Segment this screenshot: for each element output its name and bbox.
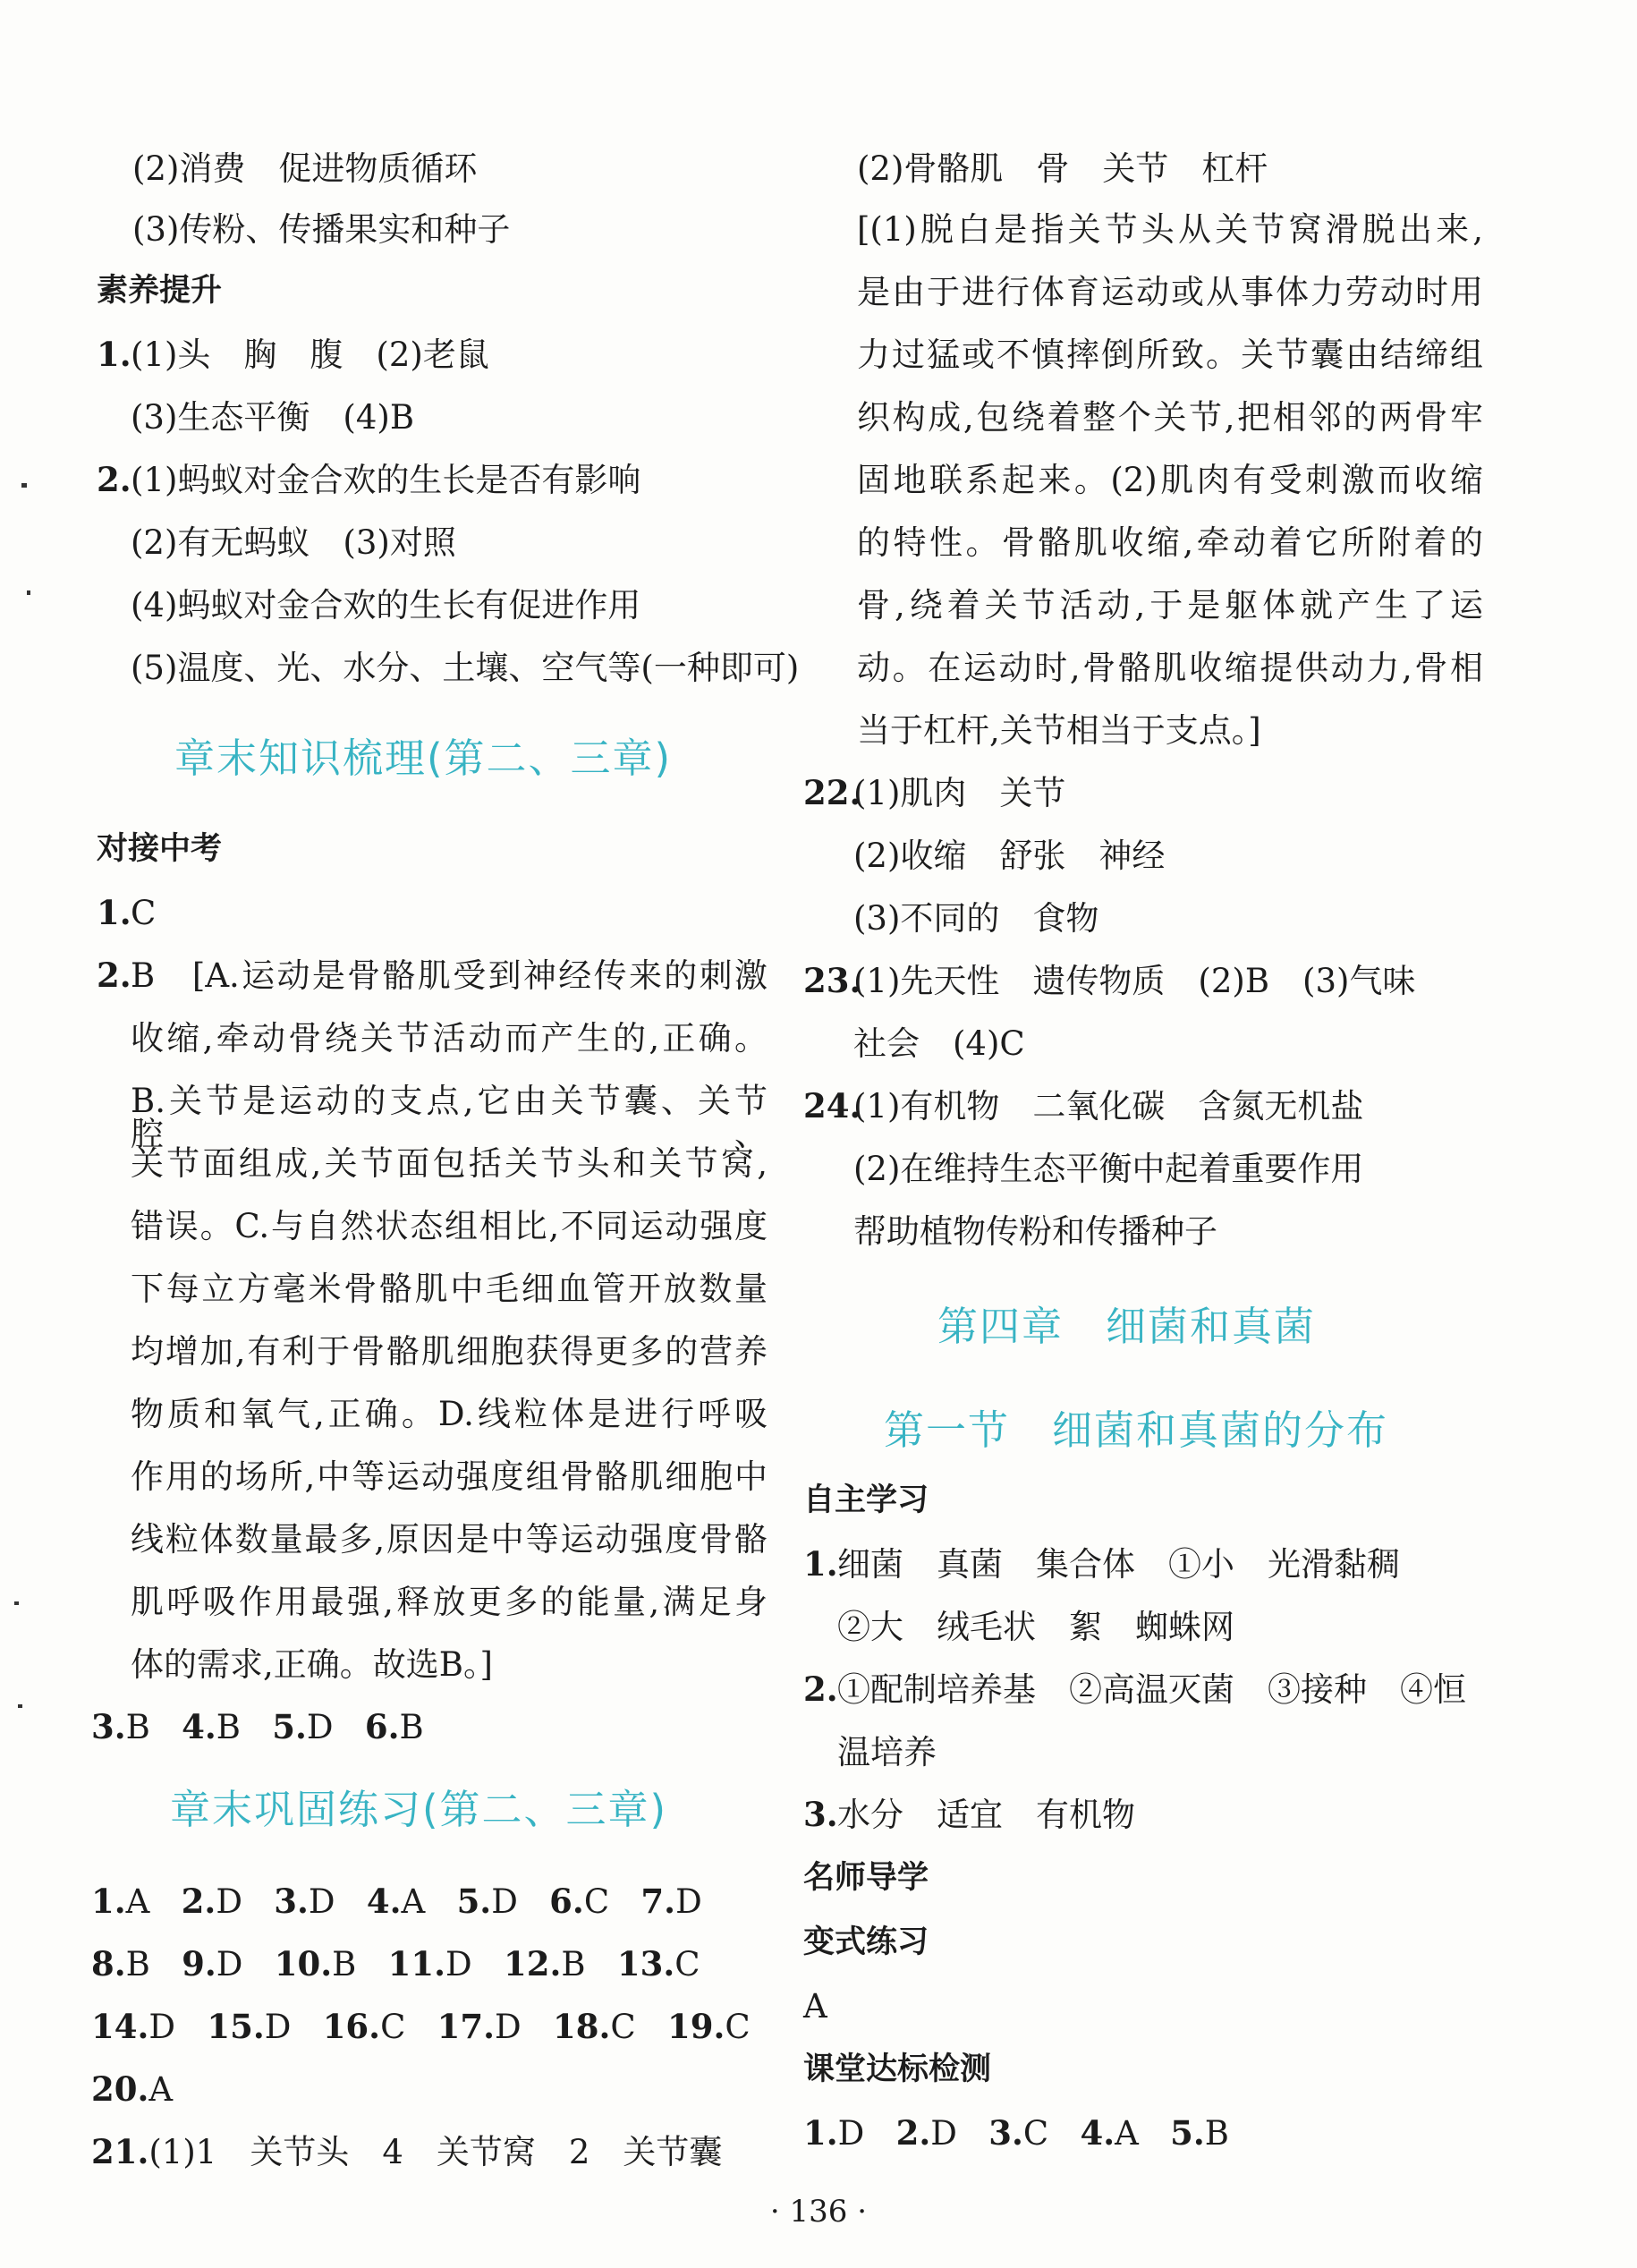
explanation-line: 体的需求,正确。故选B。] [131, 1645, 493, 1684]
answer-line: (3)传粉、传播果实和种子 [132, 210, 511, 249]
answer-line: (2)骨骼肌 骨 关节 杠杆 [857, 149, 1268, 188]
binding-mark [14, 1601, 19, 1605]
answer-row [91, 2007, 751, 2046]
answer-text: B [561, 1945, 586, 1983]
question-number: 3. [988, 2113, 1023, 2153]
answer-text: B [216, 1708, 241, 1746]
explanation-line: 错误。C.与自然状态组相比,不同运动强度 [131, 1207, 768, 1245]
answer-line: (1)有机物 二氧化碳 含氮无机盐 [853, 1087, 1364, 1126]
answer-line: (2)消费 促进物质循环 [132, 149, 478, 188]
section-heading-duijie: 对接中考 [97, 831, 223, 867]
answer-text: A [1115, 2114, 1139, 2153]
question-number: 23. [803, 961, 861, 1000]
answer-text: (1)1 关节头 4 关节窝 2 关节囊 [148, 2133, 723, 2171]
answer-text: D [495, 2008, 522, 2046]
question-number: 12. [503, 1944, 562, 1983]
explanation-line: 力过猛或不慎摔倒所致。关节囊由结缔组 [857, 336, 1483, 374]
answer-line: (3)生态平衡 (4)B [131, 398, 415, 437]
answer-line: (2)在维持生态平衡中起着重要作用 [853, 1150, 1364, 1188]
question-number: 3. [91, 1707, 126, 1746]
answer-text: B [125, 1945, 150, 1983]
question-number: 10. [274, 1944, 333, 1983]
answer-row [91, 1707, 424, 1746]
section-heading-bianshi: 变式练习 [803, 1924, 929, 1960]
answer-text: C [131, 894, 157, 932]
question-number: 1. [97, 893, 131, 932]
answer-line: (4)蚂蚁对金合欢的生长有促进作用 [131, 586, 641, 624]
answer-text: C [583, 1882, 610, 1921]
question-number: 14. [91, 2007, 149, 2046]
question-number: 4. [1080, 2113, 1115, 2153]
explanation-line: 线粒体数量最多,原因是中等运动强度骨骼 [131, 1520, 768, 1559]
explanation-line: 收缩,牵动骨绕关节活动而产生的,正确。 [131, 1019, 768, 1058]
answer-text: C [380, 2008, 406, 2046]
question-number: 2. [895, 2113, 931, 2153]
answer-line: (1)蚂蚁对金合欢的生长是否有影响 [131, 461, 641, 499]
answer-text: D [216, 1945, 243, 1983]
answer-text: B [399, 1708, 424, 1746]
chapter-review-title: 章末知识梳理(第二、三章) [174, 735, 673, 782]
question-number: 18. [553, 2007, 611, 2046]
explanation-line: 当于杠杆,关节相当于支点。] [857, 711, 1261, 750]
question-number: 13. [616, 1944, 675, 1983]
question-number: 22. [803, 773, 861, 812]
explanation-line: 均增加,有利于骨骼肌细胞获得更多的营养 [131, 1332, 768, 1371]
answer-line: (2)收缩 舒张 神经 [853, 837, 1166, 875]
binding-mark [18, 1704, 22, 1708]
section-title: 第一节 细菌和真菌的分布 [884, 1406, 1389, 1454]
answer-text: B [1204, 2114, 1229, 2153]
answer-row [803, 2113, 1229, 2153]
answer-text: D [930, 2114, 957, 2153]
answer-line: (3)不同的 食物 [853, 899, 1099, 938]
answer-text: A [401, 1882, 426, 1921]
question-number: 2. [97, 956, 131, 995]
answer-text: B [332, 1945, 357, 1983]
answer-line: (1)先天性 遗传物质 (2)B (3)气味 [853, 962, 1416, 1000]
answer-text: A [148, 2070, 174, 2109]
explanation-line: 物质和氧气,正确。D.线粒体是进行呼吸 [131, 1395, 768, 1433]
answer-text: D [491, 1882, 518, 1921]
answer-text: A [803, 1987, 827, 2026]
explanation-line: B [A.运动是骨骼肌受到神经传来的刺激 [131, 956, 768, 995]
question-number: 17. [437, 2007, 496, 2046]
explanation-line: 肌呼吸作用最强,释放更多的能量,满足身 [131, 1583, 768, 1621]
answer-text: D [264, 2008, 292, 2046]
answer-text: C [725, 2008, 751, 2046]
question-number: 6. [549, 1882, 584, 1921]
question-number: 4. [182, 1707, 216, 1746]
answer-text: D [148, 2008, 176, 2046]
question-number: 19. [667, 2007, 725, 2046]
section-heading-zizhu: 自主学习 [803, 1482, 929, 1518]
answer-row [91, 2069, 174, 2109]
explanation-line: B.关节是运动的支点,它由关节囊、关节腔、 [131, 1082, 768, 1153]
chapter-title: 第四章 细菌和真菌 [937, 1303, 1317, 1350]
question-number: 5. [456, 1882, 492, 1921]
answer-text: C [1022, 2114, 1049, 2153]
question-number: 24. [803, 1086, 861, 1126]
binding-mark [27, 590, 30, 595]
question-number: 6. [364, 1707, 400, 1746]
question-number: 1. [97, 335, 131, 374]
answer-text: D [308, 1882, 335, 1921]
question-number: 7. [640, 1882, 676, 1921]
answer-line: 水分 适宜 有机物 [837, 1796, 1135, 1834]
explanation-line: 固地联系起来。(2)肌肉有受刺激而收缩 [857, 461, 1483, 499]
explanation-line: [(1)脱白是指关节头从关节窝滑脱出来, [857, 210, 1483, 249]
explanation-line: 动。在运动时,骨骼肌收缩提供动力,骨相 [857, 649, 1483, 687]
answer-row [91, 2132, 723, 2171]
answer-line: (1)头 胸 腹 (2)老鼠 [131, 336, 489, 374]
section-heading-ketang: 课堂达标检测 [803, 2051, 992, 2087]
answer-text: C [674, 1945, 700, 1983]
explanation-line: 的特性。骨骼肌收缩,牵动着它所附着的 [857, 523, 1483, 562]
answer-text: A [125, 1882, 150, 1921]
answer-text: D [445, 1945, 472, 1983]
question-number: 2. [803, 1669, 838, 1709]
question-number: 1. [803, 1544, 838, 1584]
question-number: 2. [181, 1882, 216, 1921]
question-number: 5. [1170, 2113, 1205, 2153]
chapter-exercise-title: 章末巩固练习(第二、三章) [170, 1786, 668, 1833]
question-number: 4. [366, 1882, 402, 1921]
question-number: 3. [274, 1882, 309, 1921]
explanation-line: 织构成,包绕着整个关节,把相邻的两骨牢 [857, 398, 1483, 437]
explanation-line: 关节面组成,关节面包括关节头和关节窝, [131, 1144, 768, 1183]
answer-text: C [610, 2008, 636, 2046]
question-number: 9. [182, 1944, 216, 1983]
answer-row [91, 1944, 700, 1983]
answer-line: (2)有无蚂蚁 (3)对照 [131, 523, 456, 562]
explanation-line: 下每立方毫米骨骼肌中毛细血管开放数量 [131, 1270, 768, 1308]
question-number: 20. [91, 2069, 149, 2109]
question-number: 1. [803, 2113, 838, 2153]
question-number: 16. [322, 2007, 381, 2046]
question-number: 5. [272, 1707, 307, 1746]
section-heading-mingshi: 名师导学 [803, 1860, 929, 1896]
binding-mark [21, 483, 27, 488]
question-number: 21. [91, 2132, 149, 2171]
answer-text: D [837, 2114, 865, 2153]
answer-line: 帮助植物传粉和传播种子 [853, 1212, 1217, 1251]
answer-line: (5)温度、光、水分、土壤、空气等(一种即可) [131, 649, 800, 687]
question-number: 11. [387, 1944, 445, 1983]
answer-line: ②大 绒毛状 絮 蜘蛛网 [837, 1608, 1234, 1646]
question-number: 8. [91, 1944, 126, 1983]
section-heading-suyang: 素养提升 [97, 273, 223, 309]
question-number: 1. [91, 1882, 126, 1921]
answer-line: 细菌 真菌 集合体 ①小 光滑黏稠 [837, 1545, 1400, 1584]
answer-text: B [125, 1708, 150, 1746]
answer-line: (1)肌肉 关节 [853, 774, 1066, 812]
answer-text: D [675, 1882, 702, 1921]
answer-line: ①配制培养基 ②高温灭菌 ③接种 ④恒 [837, 1670, 1466, 1709]
explanation-line: 骨,绕着关节活动,于是躯体就产生了运 [857, 586, 1483, 624]
answer-line: 温培养 [837, 1733, 937, 1771]
answer-line: 社会 (4)C [853, 1024, 1025, 1063]
explanation-line: 作用的场所,中等运动强度组骨骼肌细胞中 [131, 1457, 768, 1496]
page-number: · 136 · [769, 2194, 868, 2230]
explanation-line: 是由于进行体育运动或从事体力劳动时用 [857, 273, 1483, 311]
answer-text: D [306, 1708, 334, 1746]
question-number: 15. [207, 2007, 265, 2046]
answer-text: D [216, 1882, 242, 1921]
answer-row [91, 1882, 702, 1921]
question-number: 3. [803, 1795, 838, 1834]
question-number: 2. [97, 460, 131, 499]
